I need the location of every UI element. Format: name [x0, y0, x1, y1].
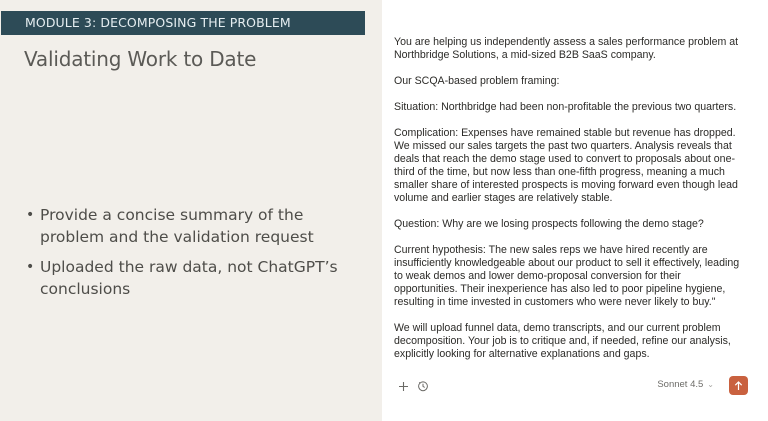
bullet-item: [26, 204, 366, 248]
plus-icon: [398, 381, 409, 392]
prompt-paragraph: You are helping us independently assess a sales performance problem at Northbridge Solutions, a mid-sized B2B SaaS company.: [394, 36, 739, 61]
bullet-text: Uploaded the raw data, not ChatGPT’s conclusions: [40, 258, 338, 298]
clock-icon: [417, 380, 429, 392]
prompt-paragraph: Our SCQA-based problem framing:: [394, 75, 560, 87]
slide-panel: [0, 0, 382, 421]
model-selector[interactable]: [657, 379, 714, 390]
prompt-paragraph: We will upload funnel data, demo transcripts, and our current problem decomposition. Your job is to critique and, if needed, refine our analysis, explicitly looking for alternative explanations and gaps.: [394, 322, 731, 360]
send-button[interactable]: [729, 376, 748, 395]
arrow-up-icon: [734, 381, 743, 391]
prompt-paragraph: Complication: Expenses have remained stable but revenue has dropped. We missed our sales targets the past two quarters. Analysis reveals that deals that reach the demo stage used to convert to proposals about one-third of the time, but now less than one-fifth progress, meaning a much smaller share of interested prospects is moving forward even though lead volume and earlier stages are relatively stable.: [394, 127, 738, 204]
bullet-icon: •: [26, 207, 35, 223]
chat-panel: [382, 0, 768, 421]
input-toolbar: [394, 376, 756, 398]
add-attachment-button[interactable]: [394, 377, 412, 395]
model-label: Sonnet 4.5: [657, 379, 704, 390]
module-header-bar: MODULE 3: DECOMPOSING THE PROBLEM: [1, 11, 365, 35]
bullet-list: [26, 204, 366, 308]
bullet-item: [26, 256, 366, 300]
history-button[interactable]: [414, 377, 432, 395]
prompt-input-text[interactable]: [394, 36, 744, 374]
prompt-paragraph: Current hypothesis: The new sales reps we have hired recently are insufficiently knowledgeable about our product to sell it effectively, leading to weak demos and lower demo-proposal conversion for their opportunities. Their inexperience has also led to poor pipeline hygiene, resulting in time invested in customers who were never likely to buy.": [394, 244, 740, 308]
slide-title: Validating Work to Date: [24, 47, 257, 71]
chevron-down-icon: ⌄: [707, 380, 714, 389]
bullet-icon: •: [26, 259, 35, 275]
bullet-text: Provide a concise summary of the problem and the validation request: [40, 206, 314, 246]
prompt-paragraph: Question: Why are we losing prospects following the demo stage?: [394, 218, 704, 230]
prompt-paragraph: Situation: Northbridge had been non-profitable the previous two quarters.: [394, 101, 737, 113]
